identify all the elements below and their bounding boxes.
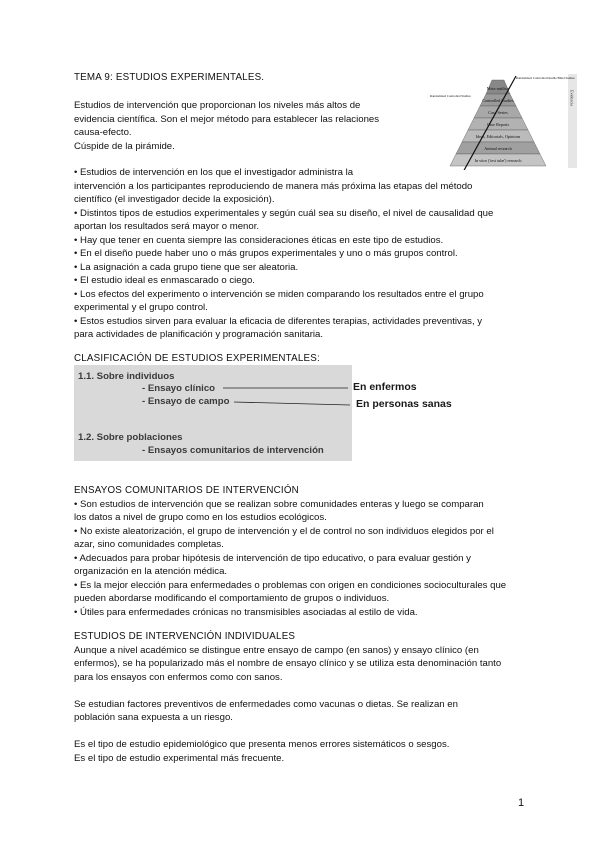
individual-line: población sana expuesta a un riesgo. [74,712,233,723]
individual-line: Aunque a nivel académico se distingue entre ensayo de campo (en sanos) y ensayo clínico (en [74,644,479,656]
classification-field-trial: - Ensayo de campo [142,396,230,407]
bullet-line: • Distintos tipos de estudios experimentales y según cuál sea su diseño, el nivel de causalidad que [74,207,494,219]
community-line: • Es la mejor elección para enfermedades o problemas con origen en condiciones socioculturales que [74,579,507,591]
individual-line: Es el tipo de estudio experimental más frecuente. [74,752,285,764]
bullet-line: aportan los resultados será mayor o menor. [74,221,260,232]
pyramid-top-label: Randomized Controlled Double Blind Studies [516,76,575,80]
bullet-line: • La asignación a cada grupo tiene que ser aleatoria. [74,261,299,273]
bullet-line: • El estudio ideal es enmascarado o ciego. [74,275,255,286]
intro-line: Estudios de intervención que proporcionan los niveles más altos de [74,100,361,111]
bullet-line: • Hay que tener en cuenta siempre las consideraciones éticas en este tipo de estudios. [74,234,444,246]
community-line: los datos a nivel de grupo como en los estudios ecológicos. [74,512,327,523]
bullet-line: • Los efectos del experimento o intervención se miden comparando los resultados entre el grupo [74,288,484,300]
pyramid-level-label: In vitro ('test tube') research [474,158,522,163]
classification-clinical-trial: - Ensayo clínico [142,383,216,394]
pyramid-side-label: Evidencia [569,90,575,106]
bullet-line: • Estos estudios sirven para evaluar la eficacia de diferentes terapias, actividades preventivas, y [74,315,483,327]
classification-figure [74,365,352,461]
bullet-line: para actividades de planificación y programación sanitaria. [74,329,324,340]
individual-heading: ESTUDIOS DE INTERVENCIÓN INDIVIDUALES [74,631,296,642]
bullet-line: • En el diseño puede haber uno o más grupos experimentales y uno o más grupos control. [74,248,458,259]
bullet-line: • Estudios de intervención en los que el investigador administra la [74,167,354,178]
community-line: • No existe aleatorización, el grupo de intervención y el de control no son individuos elegidos por el [74,525,494,537]
classification-heading: CLASIFICACIÓN DE ESTUDIOS EXPERIMENTALES: [74,353,320,364]
pyramid-level-label: Ideas, Editorials, Opinions [475,134,521,139]
community-line: azar, sino comunidades completas. [74,539,224,550]
individual-line: Se estudian factores preventivos de enfermedades como vacunas o dietas. Se realizan en [74,698,458,710]
community-heading: ENSAYOS COMUNITARIOS DE INTERVENCIÓN [74,485,299,496]
community-line: • Útiles para enfermedades crónicas no transmisibles asociadas al estilo de vida. [74,606,418,618]
individual-line: Es el tipo de estudio epidemiológico que presenta menos errores sistemáticos o sesgos. [74,739,450,750]
classification-individuals: 1.1. Sobre individuos [78,371,175,382]
evidence-pyramid-figure [428,70,578,170]
pyramid-level-label: Controlled Studies [482,98,514,103]
label-sick-people: En enfermos [353,381,417,393]
community-line: organización en la atención médica. [74,566,228,577]
intro-line: evidencia científica. Son el mejor método para establecer las relaciones [74,113,380,125]
individual-line: para los ensayos con enfermos como con sanos. [74,671,283,683]
community-line: pueden abordarse modificando el comportamiento de grupos o individuos. [74,593,390,604]
pyramid-level-label: Case Reports [486,122,510,127]
bullet-line: experimental y el grupo control. [74,302,208,313]
community-line: • Son estudios de intervención que se realizan sobre comunidades enteras y luego se comparan [74,498,484,510]
intro-line: causa-efecto. [74,127,132,138]
classification-community-trial: - Ensayos comunitarios de intervención [142,445,324,456]
classification-populations: 1.2. Sobre poblaciones [78,432,183,443]
pyramid-level-label: Animal research [484,146,512,151]
intro-line: Cúspide de la pirámide. [74,140,175,152]
community-line: • Adecuados para probar hipótesis de intervención de tipo educativo, o para evaluar gestión y [74,552,471,564]
pyramid-top-label: Randomized Controlled Studies [430,94,471,98]
pyramid-side-bar [568,74,577,168]
pyramid-level-label: Case Series [488,110,508,115]
page-title: TEMA 9: ESTUDIOS EXPERIMENTALES. [74,72,265,83]
pyramid-level-label: Meta-análisis [486,86,510,91]
individual-line: enfermos), se ha popularizado más el nombre de ensayo clínico y se utiliza esta denominación tanto [74,658,502,669]
page-number: 1 [518,797,525,809]
bullet-line: científico (el investigador decide la exposición). [74,194,275,205]
label-healthy-people: En personas sanas [356,398,452,410]
bullet-line: intervención a los participantes reproduciendo de manera más próxima las etapas del método [74,180,473,192]
